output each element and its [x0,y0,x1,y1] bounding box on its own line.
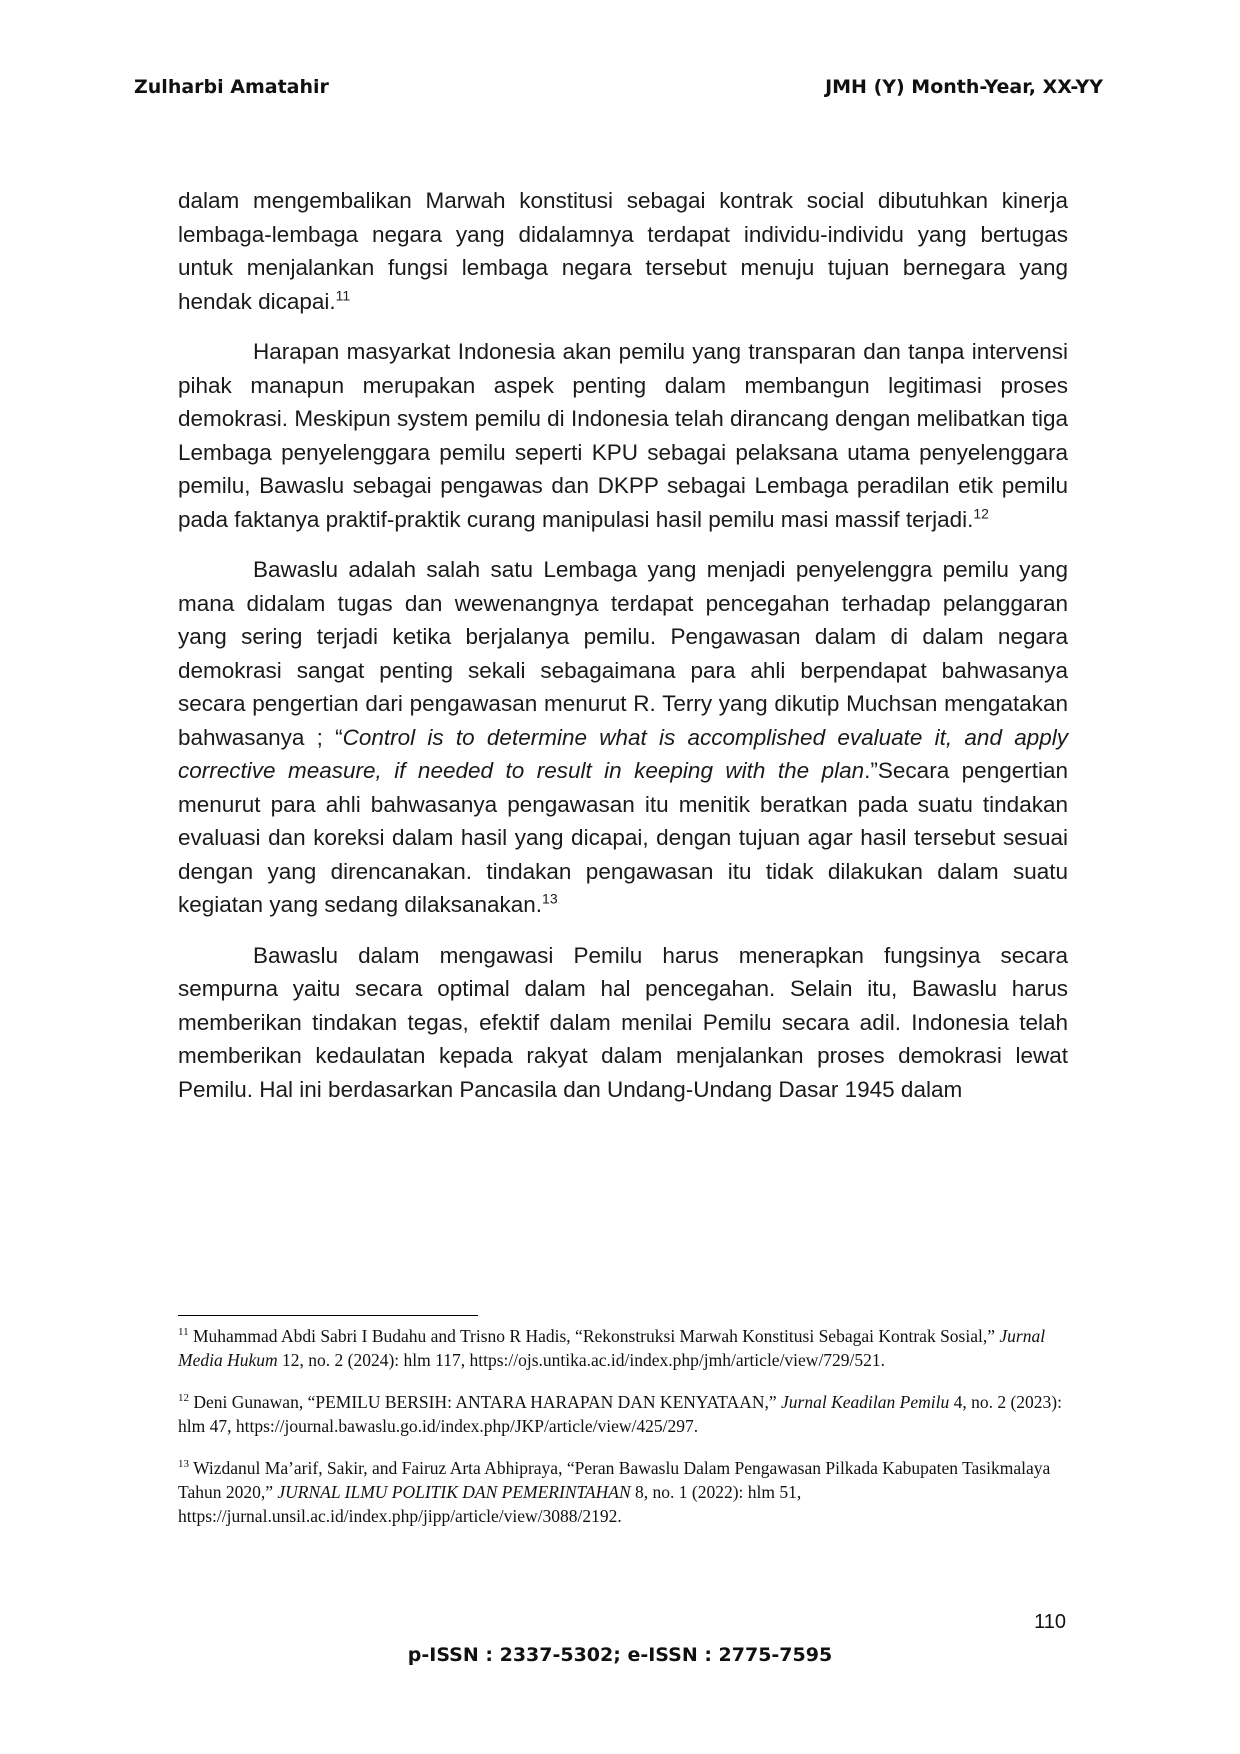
running-header-journal: JMH (Y) Month-Year, XX-YY [825,76,1103,98]
footnote [178,1324,1068,1372]
footnote-text: Muhammad Abdi Sabri I Budahu and Trisno R Hadis, “Rekonstruksi Marwah Konstitusi Sebagai Kontrak Sosial,” [192,1326,1000,1346]
paragraph-text: Bawaslu dalam mengawasi Pemilu harus menerapkan fungsinya secara sempurna yaitu secara optimal dalam hal pencegahan. Selain itu, Bawaslu harus memberikan tindakan tegas, efektif dalam menilai Pemilu secara adil. Indonesia telah memberikan kedaulatan kepada rakyat dalam menjalankan proses demokrasi lewat Pemilu. Hal ini berdasarkan Pancasila dan Undang-Undang Dasar 1945 dalam [178,942,1068,1102]
paragraph [178,939,1068,1107]
paragraph-text: dalam mengembalikan Marwah konstitusi sebagai kontrak social dibutuhkan kinerja lembaga-lembaga negara yang didalamnya terdapat individu-individu yang bertugas untuk menjalankan fungsi lembaga negara tersebut menuju tujuan bernegara yang hendak dicapai. [178,188,1068,314]
footnote-journal: JURNAL ILMU POLITIK DAN PEMERINTAHAN [277,1482,631,1502]
footnote-number: 13 [178,1458,189,1471]
footnote-ref[interactable]: 11 [335,287,351,303]
footnote-separator [178,1315,478,1316]
footnotes [178,1324,1068,1546]
footnote [178,1456,1068,1528]
paragraph-text: Harapan masyarkat Indonesia akan pemilu yang transparan dan tanpa intervensi pihak manapun merupakan aspek penting dalam membangun legitimasi proses demokrasi. Meskipun system pemilu di Indonesia telah dirancang dengan melibatkan tiga Lembaga penyelenggara pemilu seperti KPU sebagai pelaksana utama penyelenggara pemilu, Bawaslu sebagai pengawas dan DKPP sebagai Lembaga peradilan etik pemilu pada faktanya praktif-praktik curang manipulasi hasil pemilu masi massif terjadi. [178,339,1068,532]
footnote-text: Wizdanul Ma’arif, Sakir, and Fairuz Arta Abhipraya, “Peran Bawaslu Dalam Pengawasan Pilkada Kabupaten Tasikmalaya Tahun 2020,” [178,1458,1051,1502]
footnote-text: 8, no. 1 (2022): hlm 51, https://jurnal.unsil.ac.id/index.php/jipp/article/view/3088/2192. [178,1482,802,1526]
paragraph [178,335,1068,536]
article-body [178,184,1068,1123]
running-header-author: Zulharbi Amatahir [134,76,329,98]
footnote-journal: Jurnal Keadilan Pemilu [781,1392,950,1412]
footnote-ref[interactable]: 13 [542,890,558,907]
paragraph-text: .”Secara pengertian menurut para ahli bahwasanya pengawasan itu menitik beratkan pada suatu tindakan evaluasi dan koreksi dalam hasil yang dicapai, dengan tujuan agar hasil tersebut sesuai dengan yang direncanakan. tindakan pengawasan itu tidak dilakukan dalam suatu kegiatan yang sedang dilaksanakan. [178,758,1068,917]
paragraph [178,184,1068,318]
footnote-text: Deni Gunawan, “PEMILU BERSIH: ANTARA HARAPAN DAN KENYATAAN,” [193,1392,782,1412]
footnote-number: 11 [178,1326,189,1339]
footnote-journal: Jurnal Media Hukum [178,1326,1046,1370]
quoted-definition: Control is to determine what is accomplished evaluate it, and apply corrective measure, if needed to result in keeping with the plan [178,724,1069,783]
footnote-ref[interactable]: 12 [973,505,989,521]
paragraph [178,553,1068,922]
page-number: 110 [1034,1611,1066,1633]
issn-footer: p-ISSN : 2337-5302; e-ISSN : 2775-7595 [407,1644,833,1666]
footnote-text: 12, no. 2 (2024): hlm 117, https://ojs.untika.ac.id/index.php/jmh/article/view/729/521. [277,1350,886,1370]
footnote [178,1390,1068,1438]
footnote-number: 12 [178,1392,189,1405]
footnote-text: 4, no. 2 (2023): hlm 47, https://journal.bawaslu.go.id/index.php/JKP/article/view/425/297. [178,1392,1062,1436]
paragraph-text: Bawaslu adalah salah satu Lembaga yang menjadi penyelenggra pemilu yang mana didalam tugas dan wewenangnya terdapat pencegahan terhadap pelanggaran yang sering terjadi ketika berjalanya pemilu. Pengawasan dalam di dalam negara demokrasi sangat penting sekali sebagaimana para ahli berpendapat bahwasanya secara pengertian dari pengawasan menurut R. Terry yang dikutip Muchsan mengatakan bahwasanya ; “ [178,557,1068,750]
